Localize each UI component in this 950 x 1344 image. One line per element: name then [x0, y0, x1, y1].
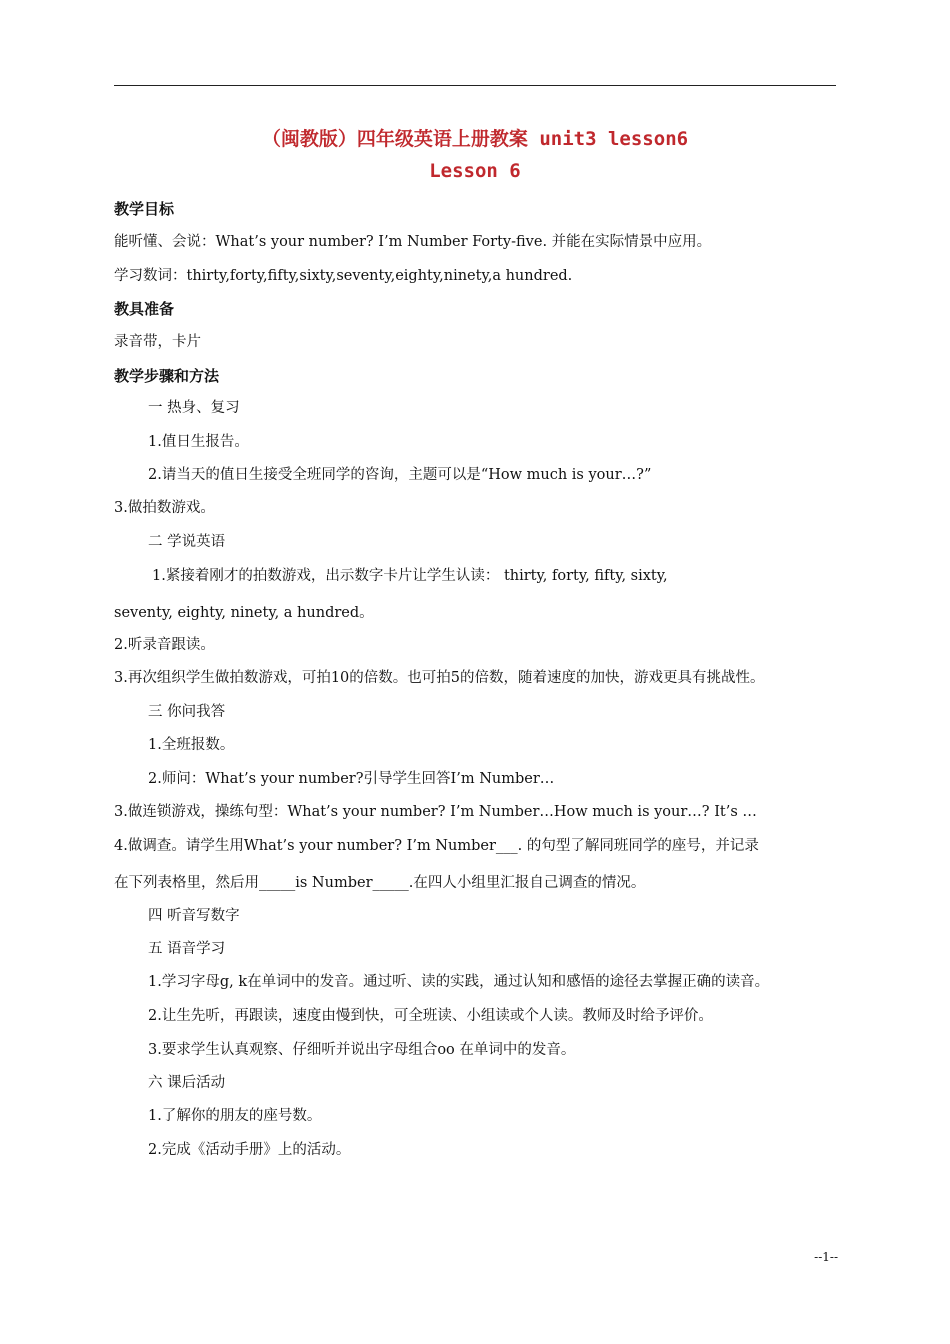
list-item: 1.全班报数。 — [148, 737, 235, 753]
list-item: 2.听录音跟读。 — [114, 637, 215, 653]
section-heading: 五 语音学习 — [148, 941, 226, 957]
list-item: 2.师问：What’s your number?引导学生回答I’m Number… — [148, 771, 555, 787]
list-item: 1.值日生报告。 — [148, 434, 249, 450]
list-item: 4.做调查。请学生用What’s your number? I’m Number___. 的句型了解同班同学的座号，并记录 — [114, 838, 759, 854]
list-item-continued: 在下列表格里，然后用_____is Number_____.在四人小组里汇报自己调查的情况。 — [114, 875, 646, 891]
list-item: 3.做连锁游戏，操练句型：What’s your number? I’m Number…How much is your…? It’s … — [114, 804, 757, 820]
list-item-continued: seventy, eighty, ninety, a hundred。 — [114, 605, 374, 621]
document-subtitle: Lesson 6 — [429, 160, 521, 182]
list-item: 2.请当天的值日生接受全班同学的咨询，主题可以是“How much is your…?” — [148, 467, 652, 483]
section-heading: 四 听音写数字 — [148, 908, 240, 924]
heading-steps: 教学步骤和方法 — [114, 367, 220, 385]
section-heading: 一 热身、复习 — [148, 400, 240, 416]
list-item: 2.让生先听，再跟读，速度由慢到快，可全班读、小组读或个人读。教师及时给予评价。 — [148, 1008, 713, 1024]
heading-materials: 教具准备 — [114, 300, 175, 318]
body-line: 能听懂、会说：What’s your number? I’m Number Forty-five. 并能在实际情景中应用。 — [114, 234, 712, 250]
section-heading: 六 课后活动 — [148, 1075, 226, 1091]
list-item: 1.紧接着刚才的拍数游戏，出示数字卡片让学生认读： thirty, forty, fifty, sixty, — [152, 568, 668, 584]
list-item: 1.了解你的朋友的座号数。 — [148, 1108, 322, 1124]
body-line: 录音带，卡片 — [114, 334, 201, 350]
document-title: （闽教版）四年级英语上册教案 unit3 lesson6 — [261, 128, 689, 150]
list-item: 3.做拍数游戏。 — [114, 500, 215, 516]
section-heading: 三 你问我答 — [148, 704, 226, 720]
section-heading: 二 学说英语 — [148, 534, 226, 550]
page-number: --1-- — [814, 1250, 838, 1264]
list-item: 2.完成《活动手册》上的活动。 — [148, 1142, 351, 1158]
heading-teaching-goals: 教学目标 — [114, 200, 175, 218]
header-rule — [114, 85, 836, 86]
list-item: 1.学习字母g, k在单词中的发音。通过听、读的实践，通过认知和感悟的途径去掌握正确的读音。 — [148, 974, 770, 990]
list-item: 3.再次组织学生做拍数游戏，可拍10的倍数。也可拍5的倍数，随着速度的加快，游戏更具有挑战性。 — [114, 670, 765, 686]
body-line: 学习数词：thirty,forty,fifty,sixty,seventy,eighty,ninety,a hundred. — [114, 268, 573, 284]
list-item: 3.要求学生认真观察、仔细听并说出字母组合oo 在单词中的发音。 — [148, 1042, 576, 1058]
